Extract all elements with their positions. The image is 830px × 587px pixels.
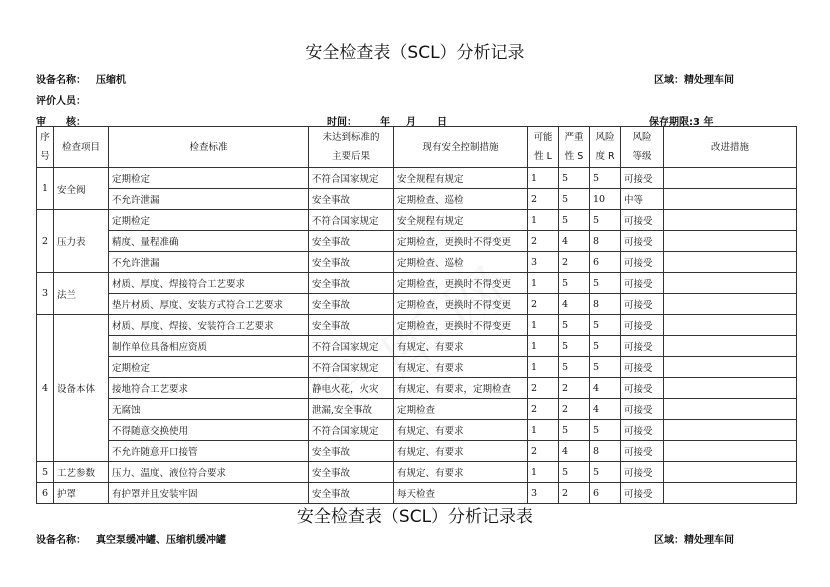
cell-item: 压力表 (54, 210, 109, 273)
cell-measures: 定期检查、巡检 (394, 252, 528, 273)
table-row (37, 420, 797, 441)
cell-level: 可接受 (621, 294, 664, 315)
review-label-2: 核： (66, 117, 86, 128)
cell-possibility: 1 (528, 336, 559, 357)
header-seq: 序 号 (37, 127, 54, 168)
second-equipment-label: 设备名称： (36, 535, 86, 546)
second-title: 安全检查表（SCL）分析记录表 (296, 507, 534, 527)
review-label: 审 (36, 117, 46, 128)
cell-standard: 不允许泄漏 (109, 189, 309, 210)
cell-level: 可接受 (621, 315, 664, 336)
cell-standard: 垫片材质、厚度、安装方式符合工艺要求 (109, 294, 309, 315)
cell-severity: 4 (559, 231, 590, 252)
cell-level: 中等 (621, 189, 664, 210)
cell-improve (664, 399, 797, 420)
cell-improve (664, 483, 797, 504)
cell-level: 可接受 (621, 399, 664, 420)
cell-improve (664, 210, 797, 231)
cell-possibility: 2 (528, 378, 559, 399)
year-label: 年 (380, 117, 390, 128)
table-row (37, 294, 797, 315)
cell-level: 可接受 (621, 336, 664, 357)
cell-risk: 10 (590, 189, 621, 210)
cell-risk: 5 (590, 357, 621, 378)
header-possibility: 可能 性 L (528, 127, 559, 168)
cell-measures: 安全规程有规定 (394, 168, 528, 189)
cell-measures: 有规定、有要求 (394, 462, 528, 483)
table-row (37, 378, 797, 399)
cell-standard: 不允许随意开口接管 (109, 441, 309, 462)
cell-improve (664, 273, 797, 294)
cell-measures: 有规定、有要求 (394, 420, 528, 441)
cell-risk: 5 (590, 420, 621, 441)
cell-standard: 压力、温度、液位符合要求 (109, 462, 309, 483)
cell-standard: 有护罩并且安装牢固 (109, 483, 309, 504)
cell-improve (664, 357, 797, 378)
table-row (37, 483, 797, 504)
retention-label: 保存期限:3 年 (649, 117, 714, 128)
cell-severity: 5 (559, 336, 590, 357)
scl-table (36, 126, 797, 504)
cell-standard: 制作单位具备相应资质 (109, 336, 309, 357)
cell-risk: 5 (590, 168, 621, 189)
cell-possibility: 1 (528, 315, 559, 336)
time-label: 时间： (327, 117, 357, 128)
page-title: 安全检查表（SCL）分析记录 (305, 43, 525, 63)
cell-consequence: 不符合国家规定 (309, 420, 394, 441)
cell-risk: 5 (590, 315, 621, 336)
cell-severity: 5 (559, 189, 590, 210)
cell-level: 可接受 (621, 252, 664, 273)
cell-severity: 5 (559, 273, 590, 294)
cell-risk: 4 (590, 399, 621, 420)
cell-improve (664, 378, 797, 399)
cell-risk: 5 (590, 210, 621, 231)
cell-improve (664, 336, 797, 357)
cell-possibility: 2 (528, 189, 559, 210)
table-row (37, 441, 797, 462)
cell-item: 设备本体 (54, 315, 109, 462)
cell-possibility: 1 (528, 210, 559, 231)
cell-improve (664, 189, 797, 210)
cell-severity: 2 (559, 252, 590, 273)
cell-consequence: 安全事故 (309, 252, 394, 273)
cell-level: 可接受 (621, 462, 664, 483)
cell-standard: 不允许泄漏 (109, 252, 309, 273)
cell-measures: 安全规程有规定 (394, 210, 528, 231)
cell-measures: 定期检查、巡检 (394, 189, 528, 210)
cell-severity: 4 (559, 294, 590, 315)
evaluator-label: 评价人员： (36, 96, 86, 107)
cell-improve (664, 168, 797, 189)
cell-seq: 3 (37, 273, 54, 315)
table-row (37, 210, 797, 231)
cell-measures: 有规定、有要求 (394, 336, 528, 357)
cell-measures: 定期检查，更换时不得变更 (394, 273, 528, 294)
cell-consequence: 泄漏,安全事故 (309, 399, 394, 420)
day-label: 日 (437, 117, 447, 128)
cell-consequence: 安全事故 (309, 441, 394, 462)
cell-standard: 定期检定 (109, 210, 309, 231)
cell-improve (664, 441, 797, 462)
cell-measures: 有规定、有要求 (394, 357, 528, 378)
cell-improve (664, 231, 797, 252)
cell-standard: 接地符合工艺要求 (109, 378, 309, 399)
table-row (37, 231, 797, 252)
cell-standard: 定期检定 (109, 357, 309, 378)
cell-improve (664, 315, 797, 336)
cell-risk: 8 (590, 231, 621, 252)
cell-seq: 2 (37, 210, 54, 273)
month-label: 月 (406, 117, 416, 128)
cell-possibility: 3 (528, 483, 559, 504)
cell-possibility: 1 (528, 420, 559, 441)
cell-measures: 有规定、有要求 (394, 441, 528, 462)
cell-standard: 定期检定 (109, 168, 309, 189)
scl-body (37, 168, 797, 504)
cell-risk: 8 (590, 441, 621, 462)
cell-measures: 定期检查，更换时不得变更 (394, 231, 528, 252)
cell-level: 可接受 (621, 357, 664, 378)
header-improve: 改进措施 (664, 127, 797, 168)
cell-severity: 5 (559, 357, 590, 378)
header-consequence: 未达到标准的 主要后果 (309, 127, 394, 168)
table-row (37, 189, 797, 210)
cell-level: 可接受 (621, 210, 664, 231)
cell-severity: 2 (559, 483, 590, 504)
cell-level: 可接受 (621, 273, 664, 294)
table-row (37, 315, 797, 336)
cell-consequence: 安全事故 (309, 231, 394, 252)
cell-measures: 每天检查 (394, 483, 528, 504)
cell-consequence: 安全事故 (309, 483, 394, 504)
header-row (37, 127, 797, 168)
cell-possibility: 2 (528, 231, 559, 252)
table-row (37, 168, 797, 189)
cell-possibility: 1 (528, 273, 559, 294)
cell-measures: 定期检查，更换时不得变更 (394, 294, 528, 315)
cell-consequence: 安全事故 (309, 273, 394, 294)
cell-measures: 有规定、有要求，定期检查 (394, 378, 528, 399)
cell-severity: 5 (559, 210, 590, 231)
header-standard: 检查标准 (109, 127, 309, 168)
cell-improve (664, 252, 797, 273)
cell-risk: 5 (590, 336, 621, 357)
table-row (37, 462, 797, 483)
cell-measures: 定期检查 (394, 399, 528, 420)
cell-level: 可接受 (621, 483, 664, 504)
cell-seq: 1 (37, 168, 54, 210)
cell-consequence: 安全事故 (309, 189, 394, 210)
cell-possibility: 2 (528, 441, 559, 462)
cell-possibility: 2 (528, 399, 559, 420)
table-row (37, 252, 797, 273)
cell-severity: 2 (559, 378, 590, 399)
cell-seq: 6 (37, 483, 54, 504)
second-equipment-value: 真空泵缓冲罐、压缩机缓冲罐 (96, 535, 226, 546)
header-item: 检查项目 (54, 127, 109, 168)
cell-risk: 4 (590, 378, 621, 399)
cell-measures: 定期检查，更换时不得变更 (394, 315, 528, 336)
cell-risk: 5 (590, 462, 621, 483)
cell-consequence: 安全事故 (309, 294, 394, 315)
header-risk: 风险 度 R (590, 127, 621, 168)
header-severity: 严重 性 S (559, 127, 590, 168)
cell-improve (664, 462, 797, 483)
cell-possibility: 3 (528, 252, 559, 273)
cell-severity: 5 (559, 462, 590, 483)
cell-possibility: 1 (528, 168, 559, 189)
cell-severity: 2 (559, 399, 590, 420)
cell-improve (664, 294, 797, 315)
equipment-label: 设备名称： (36, 75, 86, 86)
cell-severity: 5 (559, 420, 590, 441)
table-row (37, 357, 797, 378)
cell-seq: 5 (37, 462, 54, 483)
header-measures: 现有安全控制措施 (394, 127, 528, 168)
area-label: 区域：精处理车间 (654, 75, 734, 86)
cell-possibility: 1 (528, 357, 559, 378)
cell-item: 安全阀 (54, 168, 109, 210)
equipment-value: 压缩机 (96, 75, 126, 86)
cell-standard: 精度、量程准确 (109, 231, 309, 252)
cell-consequence: 安全事故 (309, 315, 394, 336)
cell-severity: 5 (559, 315, 590, 336)
cell-severity: 4 (559, 441, 590, 462)
cell-level: 可接受 (621, 168, 664, 189)
cell-level: 可接受 (621, 420, 664, 441)
cell-standard: 无腐蚀 (109, 399, 309, 420)
cell-item: 护罩 (54, 483, 109, 504)
cell-level: 可接受 (621, 441, 664, 462)
table-row (37, 336, 797, 357)
cell-improve (664, 420, 797, 441)
cell-risk: 6 (590, 252, 621, 273)
cell-consequence: 不符合国家规定 (309, 357, 394, 378)
cell-risk: 5 (590, 273, 621, 294)
cell-standard: 不得随意交换使用 (109, 420, 309, 441)
cell-level: 可接受 (621, 231, 664, 252)
cell-consequence: 不符合国家规定 (309, 336, 394, 357)
second-area-label: 区域：精处理车间 (654, 535, 734, 546)
table-row (37, 273, 797, 294)
header-level: 风险 等级 (621, 127, 664, 168)
cell-standard: 材质、厚度、焊接、安装符合工艺要求 (109, 315, 309, 336)
cell-risk: 6 (590, 483, 621, 504)
cell-consequence: 不符合国家规定 (309, 210, 394, 231)
cell-seq: 4 (37, 315, 54, 462)
table-row (37, 399, 797, 420)
cell-item: 工艺参数 (54, 462, 109, 483)
cell-standard: 材质、厚度、焊接符合工艺要求 (109, 273, 309, 294)
cell-risk: 8 (590, 294, 621, 315)
cell-consequence: 安全事故 (309, 462, 394, 483)
cell-possibility: 1 (528, 462, 559, 483)
cell-severity: 5 (559, 168, 590, 189)
cell-consequence: 不符合国家规定 (309, 168, 394, 189)
cell-item: 法兰 (54, 273, 109, 315)
cell-level: 可接受 (621, 378, 664, 399)
cell-consequence: 静电火花，火灾 (309, 378, 394, 399)
cell-possibility: 2 (528, 294, 559, 315)
